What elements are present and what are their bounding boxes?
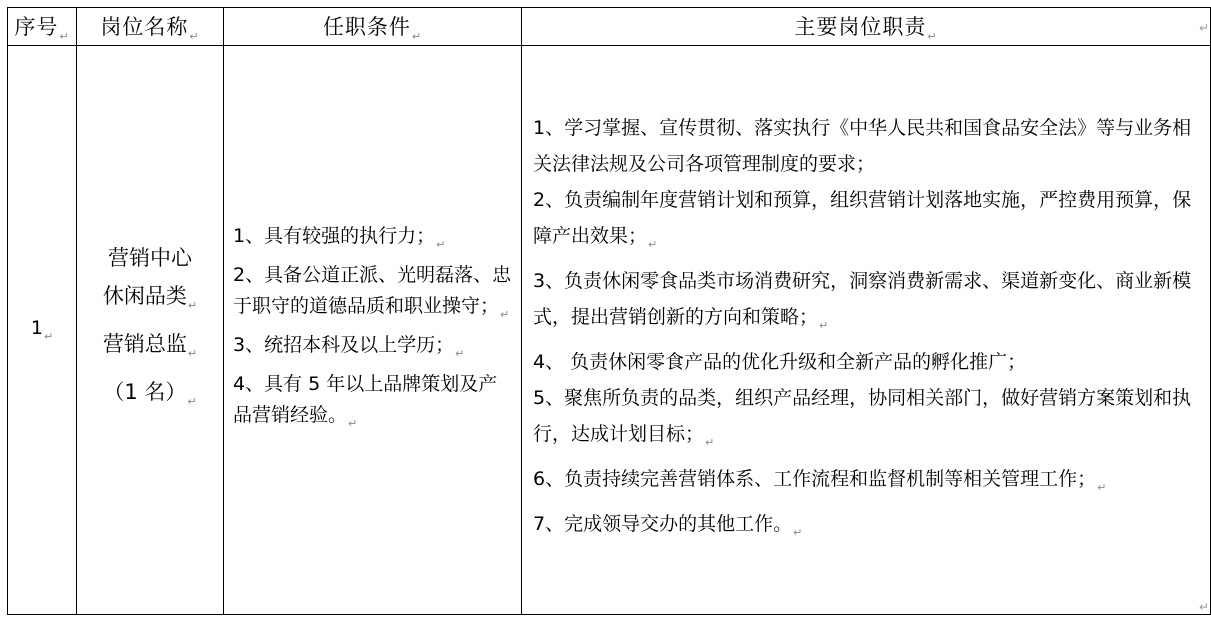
requirement-item: 4、具有 5 年以上品牌策划及产品营销经验。$_↵$ bbox=[233, 373, 498, 430]
duty-item: 2、负责编制年度营销计划和预算，组织营销计划落地实施，严控费用预算，保障产出效果；$_↵$ bbox=[533, 188, 1192, 251]
cell-duties bbox=[522, 46, 1211, 615]
header-duties: 主要岗位职责$_↵$ bbox=[522, 8, 1211, 46]
cell-end-mark-top: ↵ bbox=[1199, 21, 1210, 35]
header-position: 岗位名称$_↵$ bbox=[77, 8, 224, 46]
requirement-item: 2、具备公道正派、光明磊落、忠于职守的道德品质和职业操守；$_↵$ bbox=[233, 264, 512, 321]
requirement-item: 3、统招本科及以上学历；$_↵$ bbox=[233, 334, 465, 360]
duty-item: 5、聚焦所负责的品类，组织产品经理，协同相关部门，做好营销方案策划和执行，达成计划目标；$_↵$ bbox=[533, 386, 1192, 449]
table-row bbox=[8, 46, 1211, 615]
position-table bbox=[7, 7, 1211, 615]
duty-item: 6、负责持续完善营销体系、工作流程和监督机制等相关管理工作；$_↵$ bbox=[533, 467, 1107, 494]
duty-item: 1、学习掌握、宣传贯彻、落实执行《中华人民共和国食品安全法》等与业务相关法律法规及公司各项管理制度的要求； bbox=[533, 116, 1192, 175]
duty-item: 7、完成领导交办的其他工作。$_↵$ bbox=[533, 512, 803, 539]
cell-position bbox=[77, 46, 224, 615]
duty-item: 3、负责休闲零食品类市场消费研究，洞察消费新需求、渠道新变化、商业新模式，提出营销创新的方向和策略；$_↵$ bbox=[533, 269, 1192, 332]
header-row bbox=[8, 8, 1211, 46]
duty-item: 4、 负责休闲零食产品的优化升级和全新产品的孵化推广； bbox=[533, 350, 1027, 373]
cell-requirements bbox=[224, 46, 522, 615]
cell-end-mark-bottom: ↵ bbox=[1199, 600, 1210, 614]
position-line: 营销中心 bbox=[108, 246, 192, 270]
header-index: 序号$_↵$ bbox=[8, 8, 77, 46]
position-line: 营销总监$_↵$ bbox=[102, 332, 198, 360]
requirement-item: 1、具有较强的执行力；$_↵$ bbox=[233, 225, 446, 251]
cell-index: $1_↵$ bbox=[8, 46, 77, 615]
position-line: （1 名）$_↵$ bbox=[103, 380, 197, 408]
position-line: 休闲品类$_↵$ bbox=[102, 284, 198, 312]
header-requirements: 任职条件$_↵$ bbox=[224, 8, 522, 46]
